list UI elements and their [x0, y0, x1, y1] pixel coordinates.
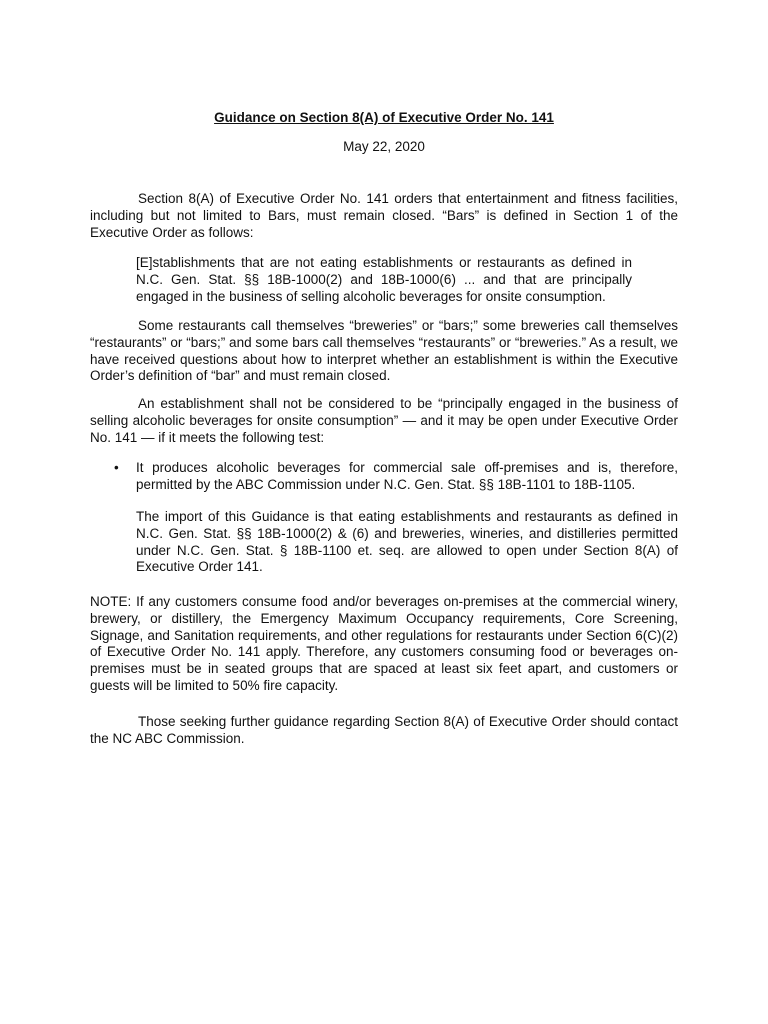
paragraph-intro: Section 8(A) of Executive Order No. 141 orders that entertainment and fitness facilities, including but not limited to Bars, must remain closed. “Bars” is defined in Section 1 of the Executive Order as follows:	[90, 191, 678, 240]
test-bullet-list	[90, 460, 678, 494]
bullet-icon: •	[114, 460, 119, 475]
paragraph-test: An establishment shall not be considered to be “principally engaged in the business of selling alcoholic beverages for onsite consumption” — and it may be open under Executive Order No. 141 — if it meets the following test:	[90, 396, 678, 445]
block-quote-definition: [E]stablishments that are not eating establishments or restaurants as defined in N.C. Gen. Stat. §§ 18B-1000(2) and 18B-1000(6) ... and that are principally engaged in the business of selling alcoholic beverages for onsite consumption.	[136, 255, 632, 304]
paragraph-contact: Those seeking further guidance regarding Section 8(A) of Executive Order should contact the NC ABC Commission.	[90, 714, 678, 746]
paragraph-note: NOTE: If any customers consume food and/or beverages on-premises at the commercial winery, brewery, or distillery, the Emergency Maximum Occupancy requirements, Core Screening, Signage, and Sanitation requirements, and other regulations for restaurants under Section 6(C)(2) of Executive Order No. 141 apply. Therefore, any customers consuming food or beverages on-premises must be in seated groups that are spaced at least six feet apart, and customers or guests will be limited to 50% fire capacity.	[90, 594, 678, 693]
paragraph-import: The import of this Guidance is that eating establishments and restaurants as defined in N.C. Gen. Stat. §§ 18B-1000(2) & (6) and breweries, wineries, and distilleries permitted under N.C. Gen. Stat. § 18B-1100 et. seq. are allowed to open under Section 8(A) of Executive Order 141.	[136, 509, 678, 575]
document-date: May 22, 2020	[343, 139, 425, 154]
document-title	[0, 110, 768, 126]
paragraph-questions: Some restaurants call themselves “breweries” or “bars;” some breweries call themselves “restaurants” or “bars;” and some bars call themselves “restaurants” or “breweries.” As a result, we have received questions about how to interpret whether an establishment is within the Executive Order’s definition of “bar” and must remain closed.	[90, 318, 678, 384]
list-item	[90, 460, 678, 494]
bullet-text: It produces alcoholic beverages for commercial sale off-premises and is, therefore, permitted by the ABC Commission under N.C. Gen. Stat. §§ 18B-1101 to 18B-1105.	[136, 460, 678, 492]
document-title-text: Guidance on Section 8(A) of Executive Order No. 141	[214, 110, 554, 125]
